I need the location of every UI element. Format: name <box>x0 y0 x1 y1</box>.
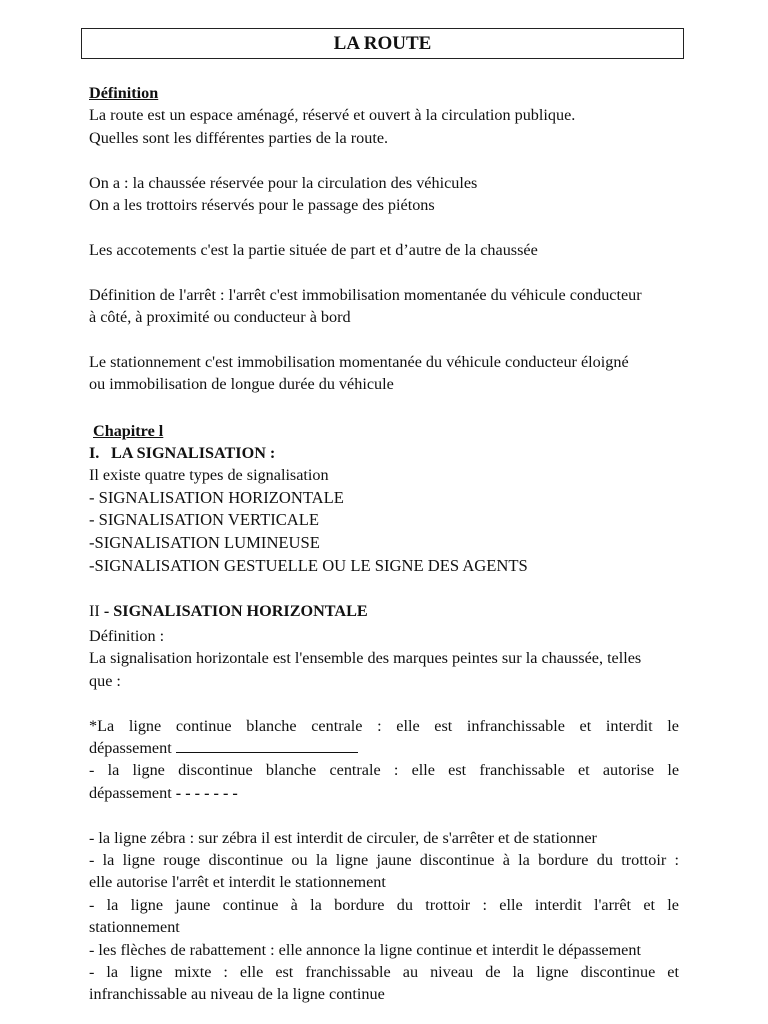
accotements-line: Les accotements c'est la partie située de part et d’autre de la chaussée <box>89 240 538 259</box>
definition-line: Quelles sont les différentes parties de la route. <box>89 128 389 147</box>
signalisation-type: -SIGNALISATION GESTUELLE OU LE SIGNE DES AGENTS <box>89 555 528 575</box>
signalisation-type: -SIGNALISATION LUMINEUSE <box>89 533 320 553</box>
page-title: LA ROUTE <box>81 28 684 59</box>
section-1-title: LA SIGNALISATION : <box>111 444 276 463</box>
ligne-discontinue-item <box>89 759 679 781</box>
ligne-discontinue-text-end: dépassement <box>89 783 172 802</box>
arret-line: Définition de l'arrêt : l'arrêt c'est immobilisation momentanée du véhicule conducteur <box>89 285 642 304</box>
signalisation-intro: Il existe quatre types de signalisation <box>89 466 329 485</box>
stationnement-line: ou immobilisation de longue durée du véhicule <box>89 375 394 394</box>
definition-line: La route est un espace aménagé, réservé et ouvert à la circulation publique. <box>89 106 576 125</box>
jaune-text: - la ligne jaune continue à la bordure du trottoir : elle interdit l'arrêt et le <box>89 895 679 914</box>
section-2-heading <box>89 600 679 622</box>
section-2-def-line: que : <box>89 671 121 690</box>
section-1-number: I. <box>89 444 100 463</box>
mixte-item <box>89 961 679 983</box>
chapter-heading: Chapitre l <box>93 421 164 440</box>
ligne-continue-item-end <box>89 737 679 759</box>
arret-line: à côté, à proximité ou conducteur à bord <box>89 308 351 327</box>
section-2-title: - SIGNALISATION HORIZONTALE <box>103 601 368 620</box>
jaune-item <box>89 894 679 916</box>
ligne-continue-text-end: dépassement <box>89 739 172 758</box>
ligne-continue-item <box>89 715 679 737</box>
definition-heading: Définition <box>89 84 159 102</box>
signalisation-type: - SIGNALISATION HORIZONTALE <box>89 487 344 507</box>
fleches-item: - les flèches de rabattement : elle annonce la ligne continue et interdit le dépassement <box>89 940 641 959</box>
mixte-text: - la ligne mixte : elle est franchissable au niveau de la ligne discontinue et <box>89 963 679 982</box>
document-body <box>89 82 679 1006</box>
dashed-line-sample: - - - - - - - <box>175 783 238 802</box>
parts-line: On a les trottoirs réservés pour le passage des piétons <box>89 196 435 215</box>
section-1-heading <box>89 442 679 464</box>
jaune-item-end: stationnement <box>89 918 180 937</box>
rouge-item-end: elle autorise l'arrêt et interdit le stationnement <box>89 873 386 892</box>
ligne-continue-text: *La ligne continue blanche centrale : elle est infranchissable et interdit le <box>89 716 679 735</box>
mixte-item-end: infranchissable au niveau de la ligne continue <box>89 985 385 1004</box>
section-2-number: II <box>89 601 104 620</box>
section-2-def-label: Définition : <box>89 627 165 646</box>
rouge-item <box>89 849 679 871</box>
rouge-text: - la ligne rouge discontinue ou la ligne jaune discontinue à la bordure du trottoir : <box>89 851 679 870</box>
continuous-line-sample <box>176 738 358 753</box>
section-2-def-line: La signalisation horizontale est l'ensemble des marques peintes sur la chaussée, telles <box>89 649 642 668</box>
stationnement-line: Le stationnement c'est immobilisation momentanée du véhicule conducteur éloigné <box>89 352 629 371</box>
zebra-item: - la ligne zébra : sur zébra il est interdit de circuler, de s'arrêter et de stationner <box>89 828 597 847</box>
ligne-discontinue-text: - la ligne discontinue blanche centrale : elle est franchissable et autorise le <box>89 761 679 780</box>
parts-line: On a : la chaussée réservée pour la circulation des véhicules <box>89 173 478 192</box>
ligne-discontinue-item-end <box>89 782 679 804</box>
signalisation-type: - SIGNALISATION VERTICALE <box>89 510 320 530</box>
